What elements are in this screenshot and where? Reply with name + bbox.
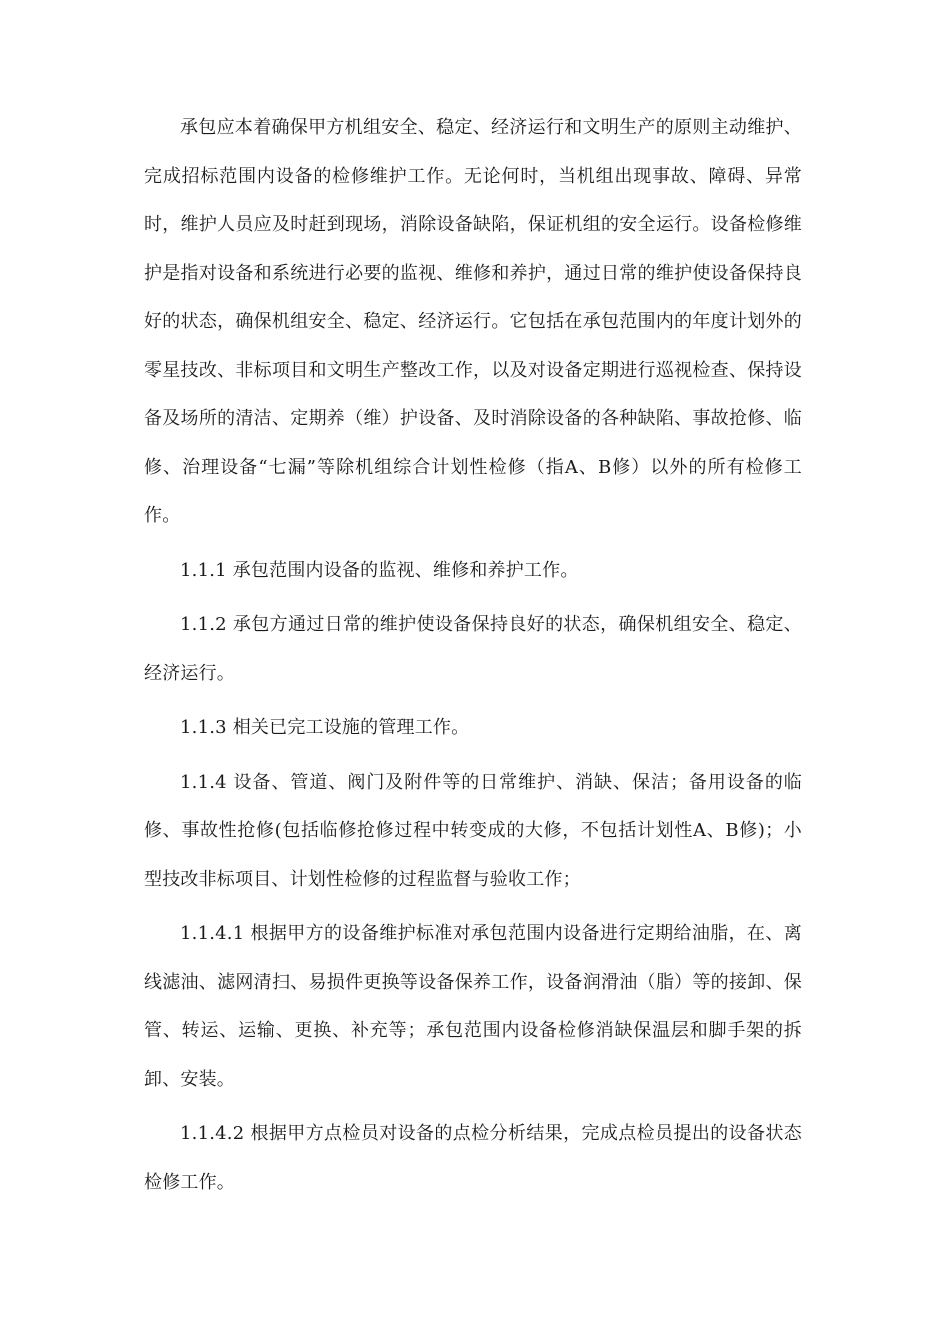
intro-paragraph: 承包应本着确保甲方机组安全、稳定、经济运行和文明生产的原则主动维护、完成招标范围内设备的检修维护工作。无论何时，当机组出现事故、障碍、异常时，维护人员应及时赶到现场，消除设备缺陷，保证机组的安全运行。设备检修维护是指对设备和系统进行必要的监视、维修和养护，通过日常的维护使设备保持良好的状态，确保机组安全、稳定、经济运行。它包括在承包范围内的年度计划外的零星技改、非标项目和文明生产整改工作，以及对设备定期进行巡视检查、保持设备及场所的清洁、定期养（维）护设备、及时消除设备的各种缺陷、事故抢修、临修、治理设备“七漏”等除机组综合计划性检修（指A、B修）以外的所有检修工作。	[144, 117, 802, 526]
clause-1-1-4-1: 1.1.4.1 根据甲方的设备维护标准对承包范围内设备进行定期给油脂，在、离线滤油、滤网清扫、易损件更换等设备保养工作，设备润滑油（脂）等的接卸、保管、转运、运输、更换、补充等；承包范围内设备检修消缺保温层和脚手架的拆卸、安装。	[144, 923, 802, 1090]
clause-1-1-2: 1.1.2 承包方通过日常的维护使设备保持良好的状态，确保机组安全、稳定、经济运行。	[144, 614, 802, 684]
clause-1-1-4-2: 1.1.4.2 根据甲方点检员对设备的点检分析结果，完成点检员提出的设备状态检修工作。	[144, 1123, 802, 1193]
clause-1-1-4: 1.1.4 设备、管道、阀门及附件等的日常维护、消缺、保洁；备用设备的临修、事故性抢修(包括临修抢修过程中转变成的大修，不包括计划性A、B修)；小型技改非标项目、计划性检修的过程监督与验收工作；	[144, 771, 802, 890]
clause-1-1-1: 1.1.1 承包范围内设备的监视、维修和养护工作。	[180, 559, 579, 581]
clause-1-1-3: 1.1.3 相关已完工设施的管理工作。	[180, 717, 470, 738]
document-page	[144, 104, 802, 1213]
